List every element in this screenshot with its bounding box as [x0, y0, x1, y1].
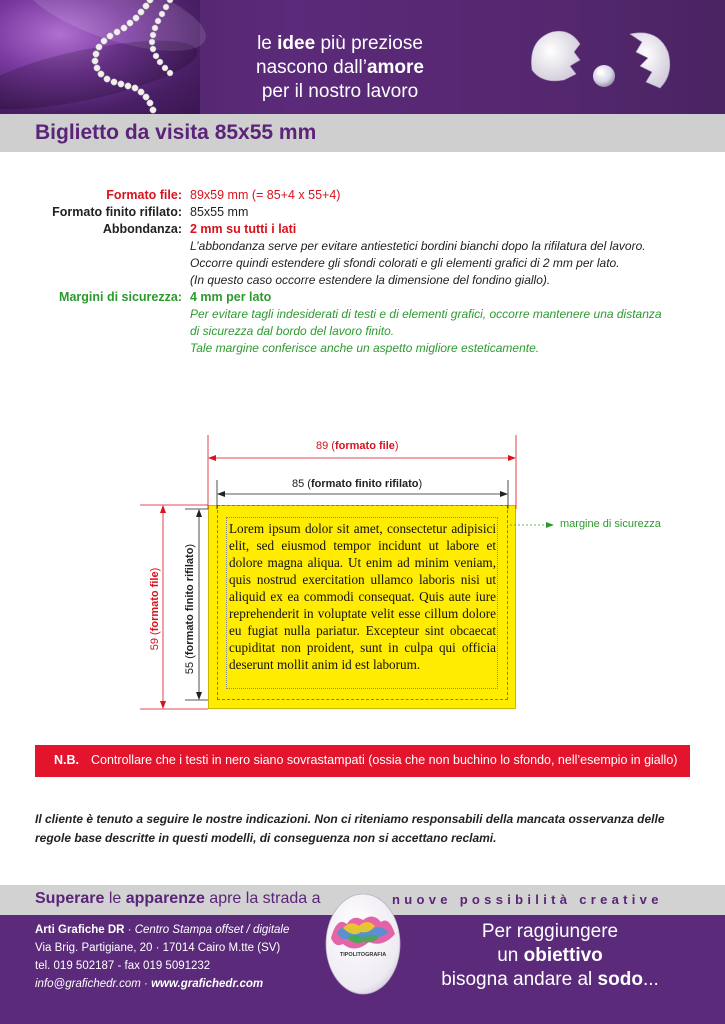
web-link[interactable]: www.grafichedr.com: [151, 978, 264, 990]
note-line: (In questo caso occorre estendere la dimensione del fondino giallo).: [190, 273, 551, 287]
width-file-label: 89 (formato file): [316, 440, 399, 452]
egg-label: TIPOLITOGRAFIA: [339, 952, 387, 958]
address: Via Brig. Partigiane, 20 · 17014 Cairo M.tte (SV): [35, 942, 281, 954]
specs-section: [0, 187, 725, 357]
note-line: L’abbondanza serve per evitare antiestetici bordini bianchi dopo la rifilatura del lavoro.: [190, 239, 646, 253]
nb-text: Controllare che i testi in nero siano sovrastampati (ossia che non buchino lo sfondo, nell’esempio in giallo): [91, 753, 678, 767]
sample-text: Lorem ipsum dolor sit amet, consectetur adipisici elit, sed eiusmod tempor incidunt ut labore et dolore magna aliqua. Ut enim ad minim veniam, quis nostrud exercitation ullamco laboris nisi ut aliquid ex ea commodi consequat. Quis aute iure reprehenderit in voluptate velit esse cillum dolore eu fugiat nulla pariatur. Excepteur sint obcaecat cupiditat non proident, sunt in culpa qui officia deserunt mollit anim id est laborum.: [229, 521, 496, 672]
height-file-label: 59 (formato file): [149, 567, 161, 651]
spec-value: 89x59 mm (= 85+4 x 55+4): [190, 188, 341, 202]
spec-value: 4 mm per lato: [190, 290, 272, 304]
footer-slogan: Per raggiungere un obiettivo bisogna andare al sodo...: [441, 921, 659, 990]
spec-row-margini: [0, 289, 725, 306]
spec-row-abbondanza: [0, 221, 725, 238]
note-line: di sicurezza dal bordo del lavoro finito.: [190, 324, 395, 338]
note-line: Tale margine conferisce anche un aspetto migliore esteticamente.: [190, 341, 540, 355]
strip-creative: nuove possibilità creative: [392, 892, 663, 907]
header-banner: [0, 0, 725, 114]
spec-row-formato-file: [0, 187, 725, 204]
disclaimer: Il cliente è tenuto a seguire le nostre indicazioni. Non ci riteniamo responsabili della mancata osservanza delle regole base descritte in questi modelli, di conseguenza non si accettano reclami.: [35, 812, 665, 845]
broken-eggshell-image: [520, 22, 700, 107]
title-bar: [0, 114, 725, 152]
safety-margin-label: margine di sicurezza: [560, 518, 661, 530]
company-subtitle: · Centro Stampa offset / digitale: [124, 924, 290, 936]
phone: tel. 019 502187 - fax 019 5091232: [35, 960, 211, 972]
note-line: Per evitare tagli indesiderati di testi e di elementi grafici, occorre mantenere una distanza: [190, 307, 662, 321]
margini-notes: [0, 306, 725, 357]
spec-value: 2 mm su tutti i lati: [190, 222, 297, 236]
note-line: Occorre quindi estendere gli sfondi colorati e gli elementi grafici di 2 mm per lato.: [190, 256, 620, 270]
nb-key: N.B.: [54, 753, 79, 767]
business-card-diagram: [130, 425, 720, 725]
nb-notice: [35, 745, 690, 777]
pearl-necklace-image: [0, 0, 200, 114]
company-name: Arti Grafiche DR: [35, 924, 125, 936]
spec-label: Margini di sicurezza:: [59, 290, 182, 304]
contact-info: Arti Grafiche DR · Centro Stampa offset / digitale Via Brig. Partigiane, 20 · 17014 Cairo M.tte (SV) tel. 019 502187 - fax 019 5091232 info@grafichedr.com · www.grafichedr.com: [35, 924, 290, 990]
email-link[interactable]: info@grafichedr.com: [35, 978, 141, 990]
abbondanza-notes: [0, 238, 725, 289]
height-trim-label: 55 (formato finito rifilato): [184, 543, 196, 675]
strip-slogan: Superare le apparenze apre la strada a: [35, 890, 321, 907]
spec-label: Abbondanza:: [102, 222, 182, 236]
spec-label: Formato file:: [106, 188, 182, 202]
dimension-lines: [130, 425, 720, 725]
header-tagline: le idee più preziose nascono dall’amore per il nostro lavoro: [256, 33, 424, 102]
spec-value: 85x55 mm: [190, 205, 249, 219]
spec-label: Formato finito rifilato:: [52, 205, 182, 219]
egg-logo: [323, 888, 403, 996]
page-title: Biglietto da visita 85x55 mm: [35, 121, 317, 144]
spec-row-formato-finito: [0, 204, 725, 221]
width-trim-label: 85 (formato finito rifilato): [292, 478, 423, 490]
